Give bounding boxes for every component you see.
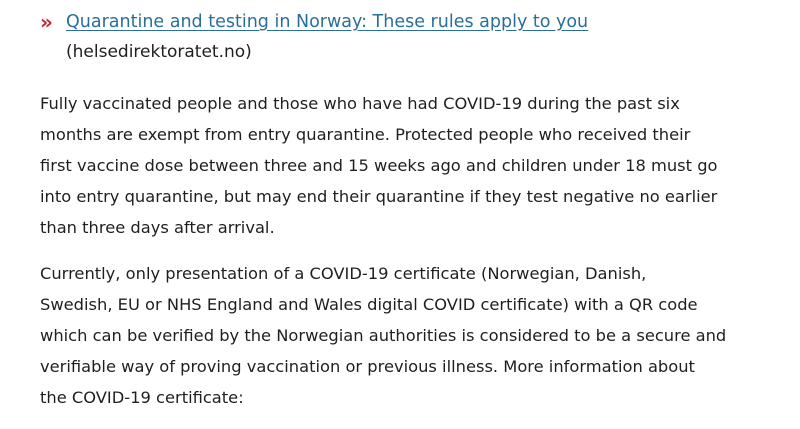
paragraph-line: than three days after arrival. [40, 218, 275, 237]
quarantine-rules-link[interactable]: Quarantine and testing in Norway: These rules apply to you [66, 12, 589, 32]
paragraph-line: months are exempt from entry quarantine. Protected people who received their [40, 125, 691, 144]
paragraph-line: Currently, only presentation of a COVID-19 certificate (Norwegian, Danish, [40, 264, 647, 283]
paragraph-exemption [40, 88, 770, 243]
paragraph-line: which can be verified by the Norwegian authorities is considered to be a secure and [40, 326, 727, 345]
paragraph-line: first vaccine dose between three and 15 weeks ago and children under 18 must go [40, 156, 718, 175]
paragraph-line: Fully vaccinated people and those who have had COVID-19 during the past six [40, 94, 680, 113]
paragraph-line: Swedish, EU or NHS England and Wales digital COVID certificate) with a QR code [40, 295, 698, 314]
double-chevron-right-icon: » [40, 10, 50, 34]
paragraph-line: into entry quarantine, but may end their quarantine if they test negative no earlier [40, 187, 718, 206]
related-link-block [66, 10, 588, 64]
related-link-item [40, 10, 760, 64]
link-source: (helsedirektoratet.no) [66, 42, 252, 62]
paragraph-line: the COVID-19 certificate: [40, 388, 244, 407]
paragraph-certificate [40, 258, 770, 413]
paragraph-line: verifiable way of proving vaccination or previous illness. More information about [40, 357, 695, 376]
